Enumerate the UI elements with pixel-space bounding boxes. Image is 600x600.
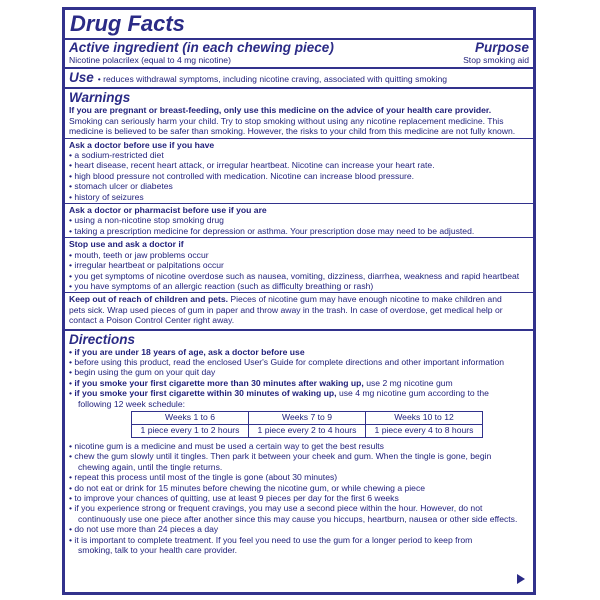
list-item: • stomach ulcer or diabetes [69, 181, 529, 191]
more-than-bold: if you smoke your first cigarette more than 30 minutes after waking up, [74, 377, 364, 388]
list-item: • high blood pressure not controlled with medication. Nicotine can increase blood pressure. [69, 171, 529, 181]
use-text: • reduces withdrawal symptoms, including nicotine craving, associated with quitting smoking [97, 74, 448, 85]
list-item: • using a non-nicotine stop smoking drug [69, 215, 529, 225]
ask-pharmacist-section [65, 204, 533, 237]
list-item: • mouth, teeth or jaw problems occur [69, 250, 529, 260]
keep-out-text: Pieces of nicotine gum may have enough nicotine to make children and [228, 294, 502, 305]
list-item: • taking a prescription medicine for depression or asthma. Your prescription dose may need to be adjusted. [69, 226, 529, 236]
list-item: • a sodium-restricted diet [69, 150, 529, 160]
keep-out-line-3: contact a Poison Control Center right away. [69, 315, 235, 326]
dosing-schedule-table [131, 411, 483, 438]
table-cell: Weeks 10 to 12 [366, 411, 483, 424]
directions-heading: Directions [69, 331, 136, 347]
list-item: • if you are under 18 years of age, ask a doctor before use [69, 347, 529, 357]
list-item-cont: continuously use one piece after another since this may cause you hiccups, heartburn, nausea or other side effects. [78, 513, 518, 524]
within-line-2: following 12 week schedule: [78, 398, 186, 409]
keep-out-bold: Keep out of reach of children and pets. [69, 294, 229, 305]
keep-out-section [65, 293, 533, 326]
list-item: • you get symptoms of nicotine overdose such as nausea, vomiting, dizziness, diarrhea, weakness and rapid heartbeat [69, 271, 529, 281]
active-ingredient-row [65, 55, 533, 67]
ask-pharmacist-heading: Ask a doctor or pharmacist before use if you are [69, 205, 267, 216]
table-cell: Weeks 1 to 6 [132, 411, 249, 424]
list-item: • do not use more than 24 pieces a day [69, 524, 529, 534]
list-item: • heart disease, recent heart attack, or irregular heartbeat. Nicotine can increase your heart rate. [69, 160, 529, 170]
page-title: Drug Facts [70, 11, 185, 36]
list-item: • history of seizures [69, 192, 529, 202]
within-text: use 4 mg nicotine gum according to the [336, 388, 489, 399]
warnings-heading: Warnings [69, 90, 131, 106]
list-item-cont: chewing again, until the tingle returns. [78, 461, 223, 472]
pregnant-warning: If you are pregnant or breast-feeding, only use this medicine on the advice of your health care provider. [69, 105, 492, 116]
list-item: • you have symptoms of an allergic reaction (such as difficulty breathing or rash) [69, 281, 529, 291]
list-item: • before using this product, read the enclosed User's Guide for complete directions and other important information [69, 357, 529, 367]
active-ingredient-header [65, 40, 533, 55]
within-bold: if you smoke your first cigarette within 30 minutes of waking up, [74, 388, 337, 399]
directions-section [65, 331, 533, 557]
table-cell: 1 piece every 4 to 8 hours [366, 424, 483, 437]
table-cell: 1 piece every 2 to 4 hours [249, 424, 366, 437]
continue-arrow-icon [517, 574, 525, 584]
purpose-heading: Purpose [474, 40, 529, 55]
keep-out-line-2: pets sick. Wrap used pieces of gum in paper and throw away in the trash. In case of overdose, get medical help or [69, 304, 503, 315]
stop-use-heading: Stop use and ask a doctor if [69, 239, 184, 250]
ask-doctor-section [65, 139, 533, 203]
list-item: • nicotine gum is a medicine and must be used a certain way to get the best results [69, 441, 529, 451]
ingredient-text: Nicotine polacrilex (equal to 4 mg nicotine) [69, 55, 231, 65]
table-cell: Weeks 7 to 9 [249, 411, 366, 424]
harm-line-1: Smoking can seriously harm your child. Try to stop smoking without using any nicotine replacement medicine. This [69, 115, 504, 126]
more-than-text: use 2 mg nicotine gum [363, 377, 453, 388]
list-item: • if you experience strong or frequent cravings, you may use a second piece within the hour. However, do not [69, 503, 529, 513]
purpose-text: Stop smoking aid [463, 55, 529, 65]
list-item: • irregular heartbeat or palpitations occur [69, 260, 529, 270]
list-item: • do not eat or drink for 15 minutes before chewing the nicotine gum, or while chewing a piece [69, 483, 529, 493]
warnings-section [65, 89, 533, 137]
list-item: • it is important to complete treatment. If you feel you need to use the gum for a longer period to keep from [69, 535, 529, 545]
list-item: • to improve your chances of quitting, use at least 9 pieces per day for the first 6 weeks [69, 493, 529, 503]
use-section [65, 69, 533, 87]
active-ingredient-heading: Active ingredient (in each chewing piece) [69, 40, 334, 55]
list-item: • repeat this process until most of the tingle is gone (about 30 minutes) [69, 472, 529, 482]
table-row [132, 411, 483, 424]
stop-use-section [65, 238, 533, 292]
use-heading: Use [69, 70, 94, 86]
drug-facts-panel [62, 7, 536, 595]
table-row [132, 424, 483, 437]
ask-doctor-heading: Ask a doctor before use if you have [69, 139, 215, 150]
list-item: • chew the gum slowly until it tingles. Then park it between your cheek and gum. When the tingle is gone, begin [69, 451, 529, 461]
harm-line-2: medicine is believed to be safer than smoking. However, the risks to your child from this medicine are not fully known. [69, 126, 516, 137]
list-item: • begin using the gum on your quit day [69, 367, 529, 377]
list-item-cont: smoking, talk to your health care provider. [78, 545, 238, 556]
table-cell: 1 piece every 1 to 2 hours [132, 424, 249, 437]
